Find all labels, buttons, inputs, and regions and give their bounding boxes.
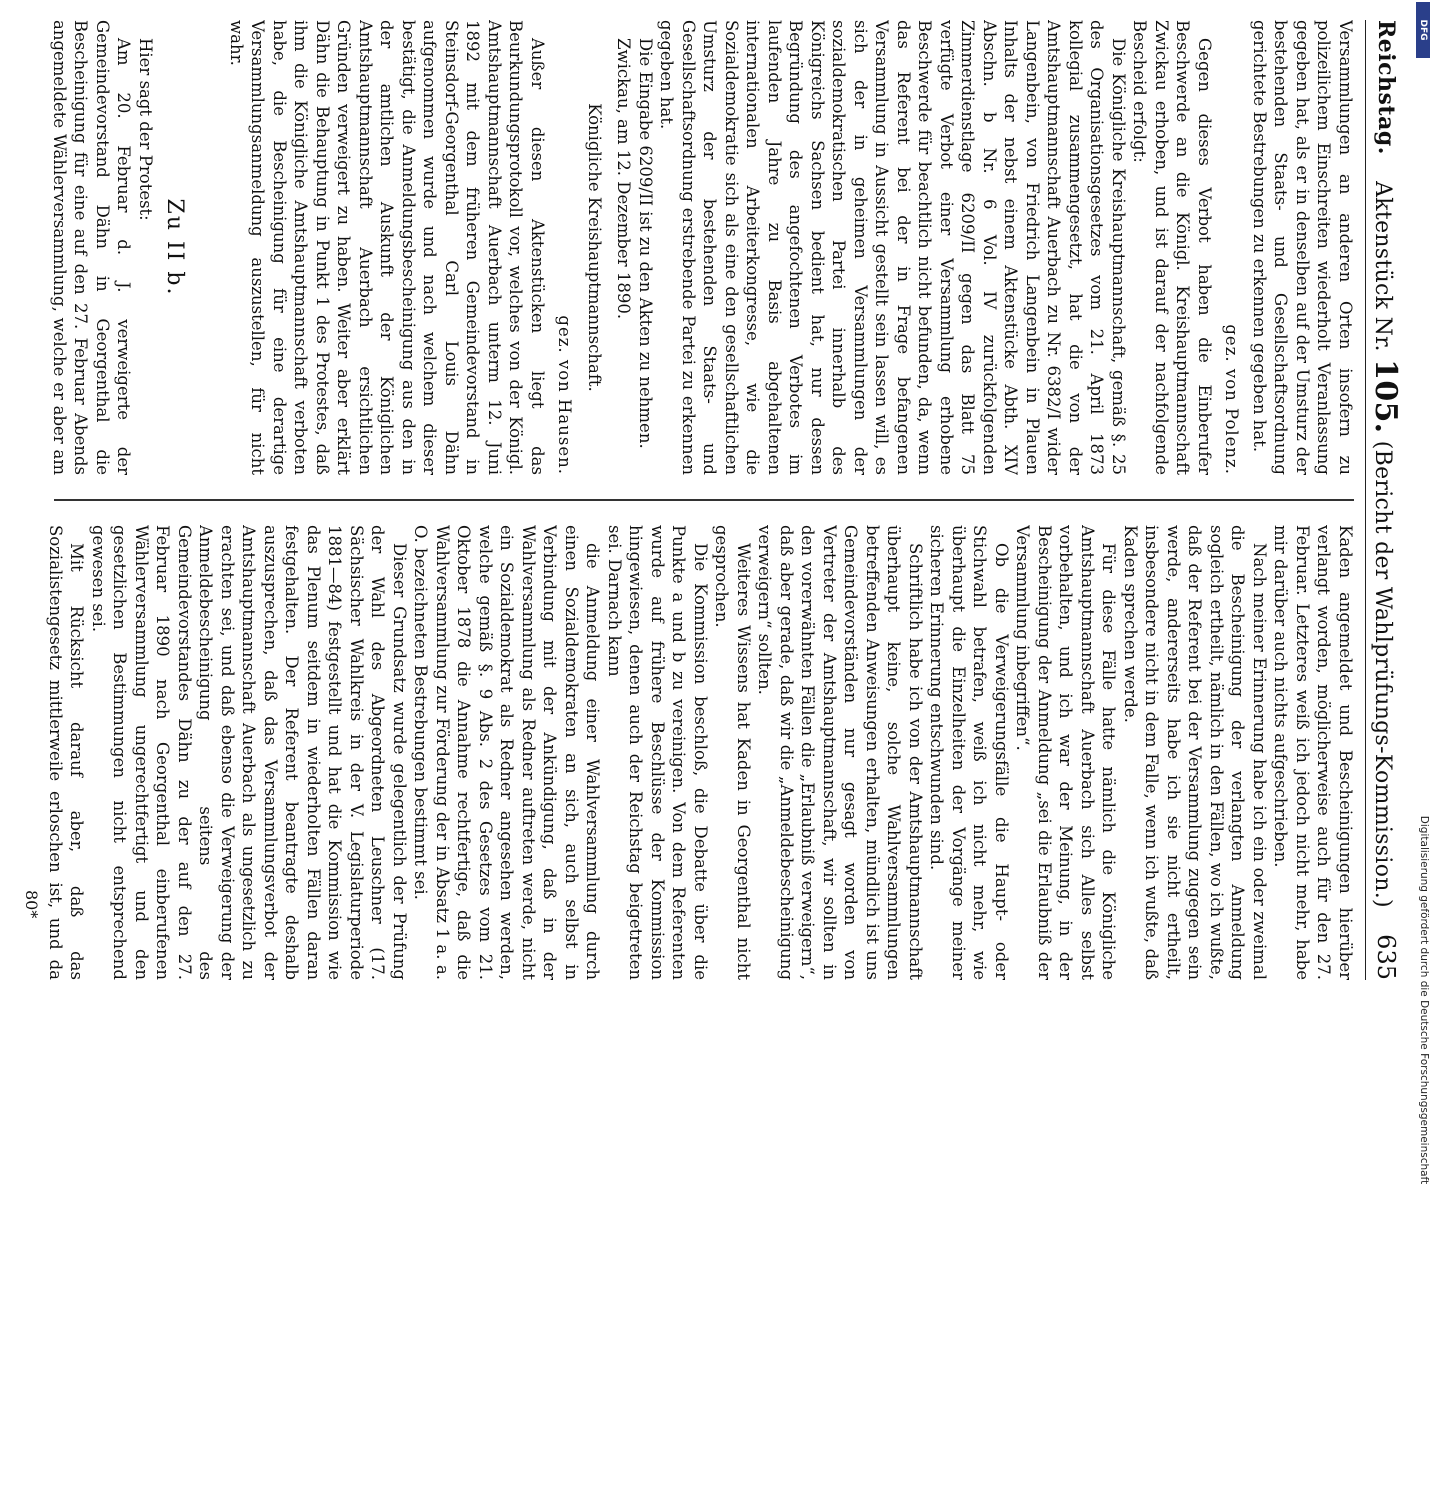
dfg-logo-text: DFG [1418,19,1428,41]
paragraph: Ob die Verweigerungsfälle die Haupt- oder Stichwahl betrafen, weiß ich nicht mehr, wie überhaupt die Einzelheiten der Vorgänge meiner sicheren Erinnerung entschwunden sind. [927,525,1011,980]
header-left: Reichstag. [1373,20,1399,155]
paragraph: Hier sagt der Protest: [136,38,155,221]
page-number: 635 [1372,934,1400,980]
rotated-page [16,10,1416,990]
dfg-logo [1416,2,1430,58]
paragraph: Für diese Fälle hatte nämlich die Königliche Amtshauptmannschaft Auerbach sich Alles selbst vorbehalten, und ich war der Meinung, in der Bescheinigung der Anmeldung „sei die Erlaubniß der Versammlung inbegriffen“. [1013,525,1119,980]
column-divider [54,499,1354,501]
paragraph: Die Königliche Kreishauptmannschaft, gemäß §. 25 des Organisationsgesetzes vom 21. April 1873 kollegial zusammengesetzt, hat die von der Amtshauptmannschaft Auerbach zu Nr. 6382/I wider Langenbein, von Friedrich Langenbein in Plauen Inhalts der nebst einem Aktenstücke Abth. XIV Abschn. b Nr. 6 Vol. IV zurückfolgenden Zimmerdienstlage 6209/II gegen das Blatt 75 verfügte Verbot einer Versammlung erhobene Beschwerde für beachtlich nicht befunden, da, wenn das Referent bei der in Frage befangenen Versammlung in Aussicht gestellt sein lassen will, es sich der in geheimen Versammlungen der sozialdemokratischen Partei innerhalb des Königreichs Sachsen bedient hat, nur dessen Begründung des angefochtenen Verbotes im laufenden Jahre zu Basis abgehaltenen internationalen Arbeiterkongresse, wie die Sozialdemokratie sich als eine den gesellschaftlichen Umsturz der bestehenden Staats- und Gesellschaftsordnung erstrebende Partei zu erkennen gegeben hat. [657,20,1128,475]
left-column [46,20,1356,475]
paragraph: die Anmeldung einer Wahlversammlung durch einen Sozialdemokraten an sich, auch selbst in Verbindung mit der Ankündigung, daß in der Wahlversammlung als Redner auftreten werde, nicht ein Sozialdemokrat als Redner angesehen werden, welche gemäß §. 9 Abs. 2 des Gesetzes vom 21. Oktober 1878 die Annahme rechtfertige, daß die Wahlversammlung zur Förderung der in Absatz 1 a. a. O. bezeichneten Bestrebungen bestimmt sei. [411,525,603,980]
header-prefix: Aktenstück Nr. [1370,181,1396,352]
section-heading: Zu II b. [162,198,188,297]
signature: gez. von Polenz. [1222,324,1242,475]
running-header [1365,20,1406,980]
paragraph: Versammlungen an anderen Orten insofern zu polizeilichem Einschreiten wiederholt Veranlassung gegeben hat, als er in denselben auf der Umsturz der bestehenden Staats- und Gesellschaftsordnung gerichtete Bestrebungen zu erkennen gegeben hat. [1250,20,1355,475]
dateline: Zwickau, am 12. Dezember 1890. [614,38,634,320]
paragraph: Schriftlich habe ich von der Amtshauptmannschaft überhaupt keine, solche Wahlversammlungen betreffenden Anweisungen erhalten, mündlich ist uns Gemeindevorständen nur gesagt worden von Vertreter der Amtshauptmannschaft, wir sollten in den vorerwähnten Fällen die „Erlaubniß verweigern“, daß aber gerade, daß wir die „Anmeldebescheinigung verweigern“ sollten. [755,525,925,980]
right-column [46,525,1356,980]
paragraph: Gegen dieses Verbot haben die Einberufer Beschwerde an die Königl. Kreishauptmannschaft Zwickau erhoben, und ist darauf der nachfolgende Bescheid erfolgt: [1130,20,1214,475]
header-suffix: (Bericht der Wahlprüfungs-Kommission.) [1370,440,1396,908]
authority-line: Königliche Kreishauptmannschaft. [585,103,604,392]
paragraph: Weiteres Wissens hat Kaden in Georgenthal nicht gesprochen. [712,525,753,980]
paragraph: Die Eingabe 6209/II ist zu den Akten zu nehmen. [636,38,655,449]
header-number: 105. [1368,359,1404,434]
paragraph: Außer diesen Aktenstücken liegt das Beurkundungsprotokoll vor, welches von der Königl. Amtshauptmannschaft Auerbach unterm 12. Juni 1892 mit dem früheren Gemeindevorstand in Steinsdorf-Georgenthal Carl Louis Dähn aufgenommen wurde und nach welchem dieser bestätigt, die Anmeldungsbescheinigung aus den in der amtlichen Auskunft der Königlichen Amtshauptmannschaft Auerbach ersichtlichen Gründen verweigert zu haben. Weiter aber erklärt Dähn die Behauptung in Punkt 1 des Protestes, daß ihm die Königliche Amtshauptmannschaft verboten habe, die Bescheinigung für eine derartige Versammlungsanmeldung auszustellen, für nicht wahr. [227,20,547,475]
signature-mark: 80* [22,890,41,919]
paragraph: Nach meiner Erinnerung habe ich ein oder zweimal die Bescheinigung der verlangten Anmeldung sogleich ertheilt, nämlich in den Fällen, wo ich wußte, daß der Referent bei der Versammlung zugegen sein werde, andererseits habe ich sie nicht ertheilt, insbesondere nicht in dem Falle, wenn ich wußte, daß Kaden sprechen werde. [1121,525,1269,980]
footer-text: Digitalisierung gefördert durch die Deutsche Forschungsgemeinschaft [1418,815,1430,1185]
paragraph: Mit Rücksicht darauf aber, daß das Sozialistengesetz mittlerweile erloschen ist, und da [46,525,87,980]
signature: gez. von Hausen. [555,315,575,475]
digitization-footer [1414,500,1432,1500]
paragraph: Dieser Grundsatz wurde gelegentlich der Prüfung der Wahl des Abgeordneten Leuschner (17. Sächsischer Wahlkreis in der V. Legislaturperiode 1881—84) festgestellt und hat die Kommission wie das Plenum seitdem in wiederholten Fällen daran festgehalten. Der Referent beantragte deshalb auszusprechen, daß das Versammlungsverbot der Amtshauptmannschaft Auerbach als ungesetzlich zu erachten sei, und daß ebenso die Verweigerung der Anmeldebescheinigung seitens des Gemeindevorstandes Dähn zu der auf den 27. Februar 1890 nach Georgenthal einberufenen Wählerversammlung ungerechtfertigt und den gesetzlichen Bestimmungen nicht entsprechend gewesen sei. [89,525,409,980]
header-center [1369,181,1404,908]
paragraph: Kaden angemeldet und Bescheinigungen hierüber verlangt worden, möglicherweise auch für den 27. Februar. Letzteres weiß ich jedoch nicht mehr, habe mir darüber auch nichts aufgeschrieben. [1271,525,1355,980]
paragraph: Die Kommission beschloß, die Debatte über die Punkte a und b zu vereinigen. Von dem Referenten wurde auf frühere Beschlüsse der Kommission hingewiesen, denen auch der Reichstag beigetreten sei. Darnach kann [605,525,710,980]
paragraph: Am 20. Februar d. J. verweigerte der Gemeindevorstand Dähn in Georgenthal die Bescheinigung für eine auf den 27. Februar Abends angemeldete Wählerversammlung, welche er aber am [50,20,134,475]
